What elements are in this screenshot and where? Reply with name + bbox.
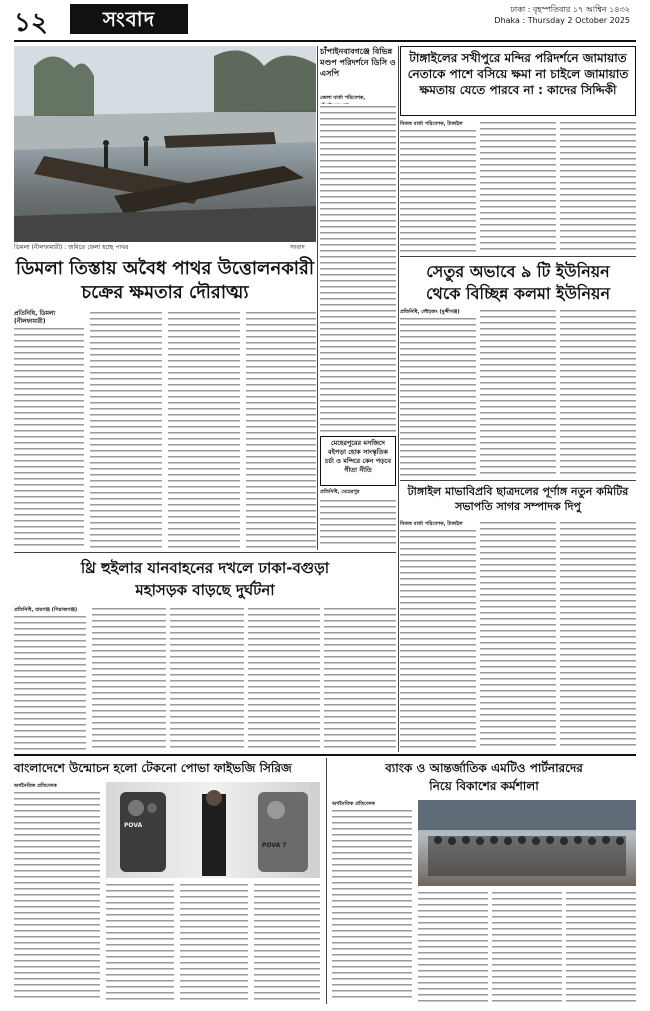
dateline <box>494 4 630 26</box>
highway-byline: প্রতিনিধি, রায়গঞ্জ (সিরাজগঞ্জ) <box>14 607 78 613</box>
stone-story-photo <box>14 46 316 242</box>
newspaper-logo: সংবাদ <box>70 4 188 34</box>
chapai-headline: চাঁপাইনবাবগঞ্জে বিভিন্ন মণ্ডপ পরিদর্শনে ডিসি ও এসপি <box>320 47 396 78</box>
bkash-headline-line1: ব্যাংক ও আন্তর্জাতিক এমটিও পার্টনারদের <box>385 761 583 775</box>
phone-model-text: POVA 7 <box>262 842 287 849</box>
tecno-photo <box>106 782 320 878</box>
bkash-body-col3 <box>492 890 562 1002</box>
highway-headline-line2: মহাসড়ক বাড়ছে দুর্ঘটনা <box>135 581 275 599</box>
divider-bottom <box>326 758 327 1004</box>
mbstu-body-col1 <box>400 528 476 750</box>
divider-col-b <box>398 46 399 752</box>
highway-headline-line1: থ্রি হুইলার যানবাহনের দখলে ঢাকা-বগুড়া <box>80 559 330 577</box>
masthead-rule <box>14 40 636 42</box>
bkash-photo <box>418 800 636 886</box>
mosque-story-box <box>320 436 396 486</box>
chapai-byline: জেলা বার্তা পরিবেশক, <box>320 95 366 101</box>
tecno-headline: বাংলাদেশে উন্মোচন হলো টেকনো পোভা ফাইভজি সিরিজ <box>14 761 292 775</box>
chapai-body <box>320 104 396 432</box>
kader-body-col1 <box>400 128 476 254</box>
mbstu-body-col3 <box>560 520 636 750</box>
river-boats-image <box>14 46 316 242</box>
highway-body-col2 <box>92 606 166 750</box>
tecno-body-col1 <box>14 790 100 1002</box>
stone-headline-line1: ডিমলা তিস্তায় অবৈধ পাথর উত্তোলনকারী <box>15 258 315 279</box>
kalma-body-col1 <box>400 316 476 478</box>
tecno-body-col3 <box>180 882 248 1002</box>
mosque-headline: মেহেরপুরের মসজিদে বইপড়া হোক সাংস্কৃতিক চর্চা ও মন্দিরে কেন পড়বে গীতা নীতি <box>325 439 391 474</box>
page-number: ১২ <box>14 8 48 38</box>
highway-body-col3 <box>170 606 244 750</box>
phone-brand-text: POVA <box>124 822 143 829</box>
date-english: Dhaka : Thursday 2 October 2025 <box>494 16 630 25</box>
kader-body-col3 <box>560 120 636 254</box>
stone-photo-caption: ডিমলা (নীলফামারী) : জমিতে ফেলা হচ্ছে পাথর <box>14 244 129 251</box>
kader-body-col2 <box>480 120 556 254</box>
kalma-headline-line2: থেকে বিচ্ছিন্ন কলমা ইউনিয়ন <box>425 284 611 303</box>
stone-body-col1 <box>14 326 84 548</box>
tecno-byline: অর্থনৈতিক প্রতিবেদক <box>14 783 57 789</box>
kader-headline: টাঙ্গাইলের সখীপুরে মন্দির পরিদর্শনে জামায়াত নেতাকে পাশে বসিয়ে ক্ষমা না চাইলে জামায়াত ক্ষমতায় যেতে পারবে না : কাদের সিদ্দিকী <box>407 51 629 97</box>
bkash-headline-line2: নিয়ে বিকাশের কর্মশালা <box>429 779 539 793</box>
mbstu-headline: টাঙ্গাইল মাভাবিপ্রবি ছাত্রদলের পূর্ণাঙ্গ নতুন কমিটির সভাপতি সাগর সম্পাদক দিপু <box>407 485 629 513</box>
bkash-body-col4 <box>566 890 636 1002</box>
highway-body-col5 <box>324 606 396 750</box>
kader-headline-box <box>400 46 636 116</box>
kalma-headline-line1: সেতুর অভাবে ৯ টি ইউনিয়ন <box>426 262 610 281</box>
kalma-byline: প্রতিনিধি, লৌহজং (মুন্সীগঞ্জ) <box>400 309 460 315</box>
mosque-byline: প্রতিনিধি, মেহেরপুর <box>320 489 360 495</box>
kader-byline: নিজস্ব বার্তা পরিবেশক, টাঙ্গাইল <box>400 121 463 127</box>
bkash-body-col1 <box>332 808 412 1002</box>
highway-body-col1 <box>14 614 86 750</box>
phone-launch-image <box>106 782 320 878</box>
stone-body-col4 <box>246 310 316 548</box>
divider-highway <box>14 552 396 553</box>
workshop-group-image <box>418 800 636 886</box>
stone-headline-line2: চক্রের ক্ষমতার দৌরাত্ম্য <box>81 282 249 303</box>
stone-photo-credit: সংবাদ <box>290 244 305 251</box>
tecno-body-col4 <box>254 882 320 1002</box>
section-rule <box>14 754 636 756</box>
mbstu-byline: নিজস্ব বার্তা পরিবেশক, টাঙ্গাইল <box>400 521 463 527</box>
kalma-body-col3 <box>560 308 636 478</box>
mosque-body <box>320 498 396 548</box>
divider-kalma <box>400 256 636 257</box>
bkash-byline: অর্থনৈতিক প্রতিবেদক <box>332 801 375 807</box>
bkash-body-col2 <box>418 890 488 1002</box>
stone-body-col3 <box>168 310 240 548</box>
stone-byline: প্রতিনিধি, ডিমলা (নীলফামারী) <box>14 310 56 325</box>
date-bengali: ঢাকা : বৃহস্পতিবার ১৭ আশ্বিন ১৪৩২ <box>510 5 630 14</box>
highway-body-col4 <box>248 606 320 750</box>
divider-mbstu <box>400 480 636 481</box>
tecno-body-col2 <box>106 882 174 1002</box>
mbstu-body-col2 <box>480 520 556 750</box>
kalma-body-col2 <box>480 308 556 478</box>
stone-body-col2 <box>90 310 162 548</box>
divider-col-a <box>317 46 318 550</box>
